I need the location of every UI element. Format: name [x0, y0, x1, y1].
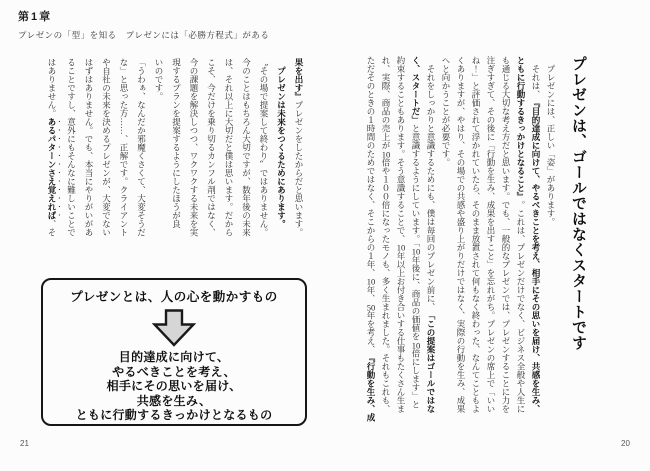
- text-column: も通じる大切な考え方だと思います。でも、一般的なプレゼンでは、プレゼンすることに力を: [501, 56, 511, 413]
- page-number-left: 21: [20, 439, 29, 448]
- text-column: ね！」と評価されて浮かれていたら、そのまま放置されて何もなく終わった、なんてこともよ: [471, 56, 481, 413]
- text-column: は、それ以上に大切だと僕は思います。だから: [224, 58, 234, 237]
- summary-box-line: 共感を生み、: [136, 393, 212, 408]
- chapter-title: 第1章: [18, 11, 53, 23]
- body-columns-left: [43, 58, 308, 294]
- summary-box-line: 相手にその思いを届け、: [106, 379, 242, 393]
- summary-box-lines: [76, 350, 273, 423]
- page-left-text: [43, 58, 308, 294]
- summary-box-title: プレゼンとは、人の心を動かすもの: [70, 290, 278, 304]
- summary-box-line: やるべきことを考え、: [112, 364, 236, 379]
- text-column: 「うわぁ、なんだか邪魔くさくて、大変そうだ: [136, 58, 147, 237]
- text-column: はありません。あるパターンさえ覚えれば、そ: [47, 58, 57, 237]
- text-column: ともに行動するきっかけとなること』。これは、プレゼンだけでなく、ビジネス全般や人生に: [516, 56, 526, 413]
- text-column: それをしっかりと意識するためにも、僕は毎回のプレゼン前に、「この提案はゴールではな: [426, 56, 436, 413]
- chapter-subtitle: プレゼンの「型」を知る プレゼンには「必勝方程式」がある: [18, 30, 270, 40]
- text-column: それは、『目的達成に向けて、やるべきことを考え、相手にその思いを届け、共感を生み、: [531, 56, 541, 413]
- text-column: プレゼンは未来をつくるためにあります。: [276, 66, 287, 228]
- text-column: 今の課題を解決しつつ、ワクワクする未来を実: [189, 58, 199, 237]
- summary-box-line: 目的達成に向けて、: [118, 350, 230, 364]
- text-column: はずはありません。でも、本当にやりがいがあ: [84, 58, 94, 237]
- text-column: れ、実際、商品の売上が10倍や１００倍になったモノも、多く生まれました。それもこれも、: [381, 56, 391, 413]
- text-column: ることですし、意外にもそんなに難しいことで: [66, 58, 77, 237]
- text-column: いのです。: [154, 58, 164, 101]
- page-right-text: [363, 56, 600, 422]
- summary-box: [41, 278, 307, 426]
- text-column: や自社の未来を決めるプレゼンが、大変でない: [101, 58, 112, 237]
- section-headline: プレゼンは、ゴールではなくスタートです: [570, 56, 587, 351]
- text-column: ただそのときの１時間のためではなく、そこからの１年、10年、50年を考え、『行動を生み、成: [366, 56, 376, 422]
- body-columns-right: [363, 56, 558, 422]
- page-number-right: 20: [621, 439, 630, 448]
- down-arrow-icon: [151, 309, 197, 347]
- text-column: 現するプランを提案するようにしたほうが良: [171, 58, 182, 228]
- running-head: [18, 8, 269, 41]
- text-column: 今のことはもちろん大切ですが、数年後の未来: [241, 58, 252, 237]
- text-column: く、スタートだ」と意識するようにしています。「10年後に、商品の価値を10倍にします」と: [411, 56, 421, 409]
- text-column: 果を出す』プレゼンをしたからだと思います。: [294, 58, 304, 237]
- text-column: くありますが、やはり、その場での共感や盛り上がりだけではなく、実際の行動を生み、成果: [456, 56, 466, 413]
- summary-box-line: ともに行動するきっかけとなるもの: [75, 408, 273, 422]
- text-column: 注ぎすぎて、その後に「行動を生み、成果を出すこと」を忘れがち。プレゼンの席上で「いい: [486, 56, 496, 413]
- text-column: 〝その場で提案して終わり〟ではありません。: [259, 58, 269, 237]
- text-column: プレゼンには、正しい「姿」があります。: [546, 56, 556, 226]
- text-column: へと向かうことが必要です。: [441, 56, 451, 167]
- text-column: こそ、今だけを乗り切るカンフル剤ではなく、: [206, 58, 217, 237]
- text-column: 約束することもあります。そう意識することで、10年以上お付き合いする仕事もたくさん生ま: [396, 56, 406, 413]
- text-column: な」と思った方……、正解です。クライアント: [119, 58, 129, 237]
